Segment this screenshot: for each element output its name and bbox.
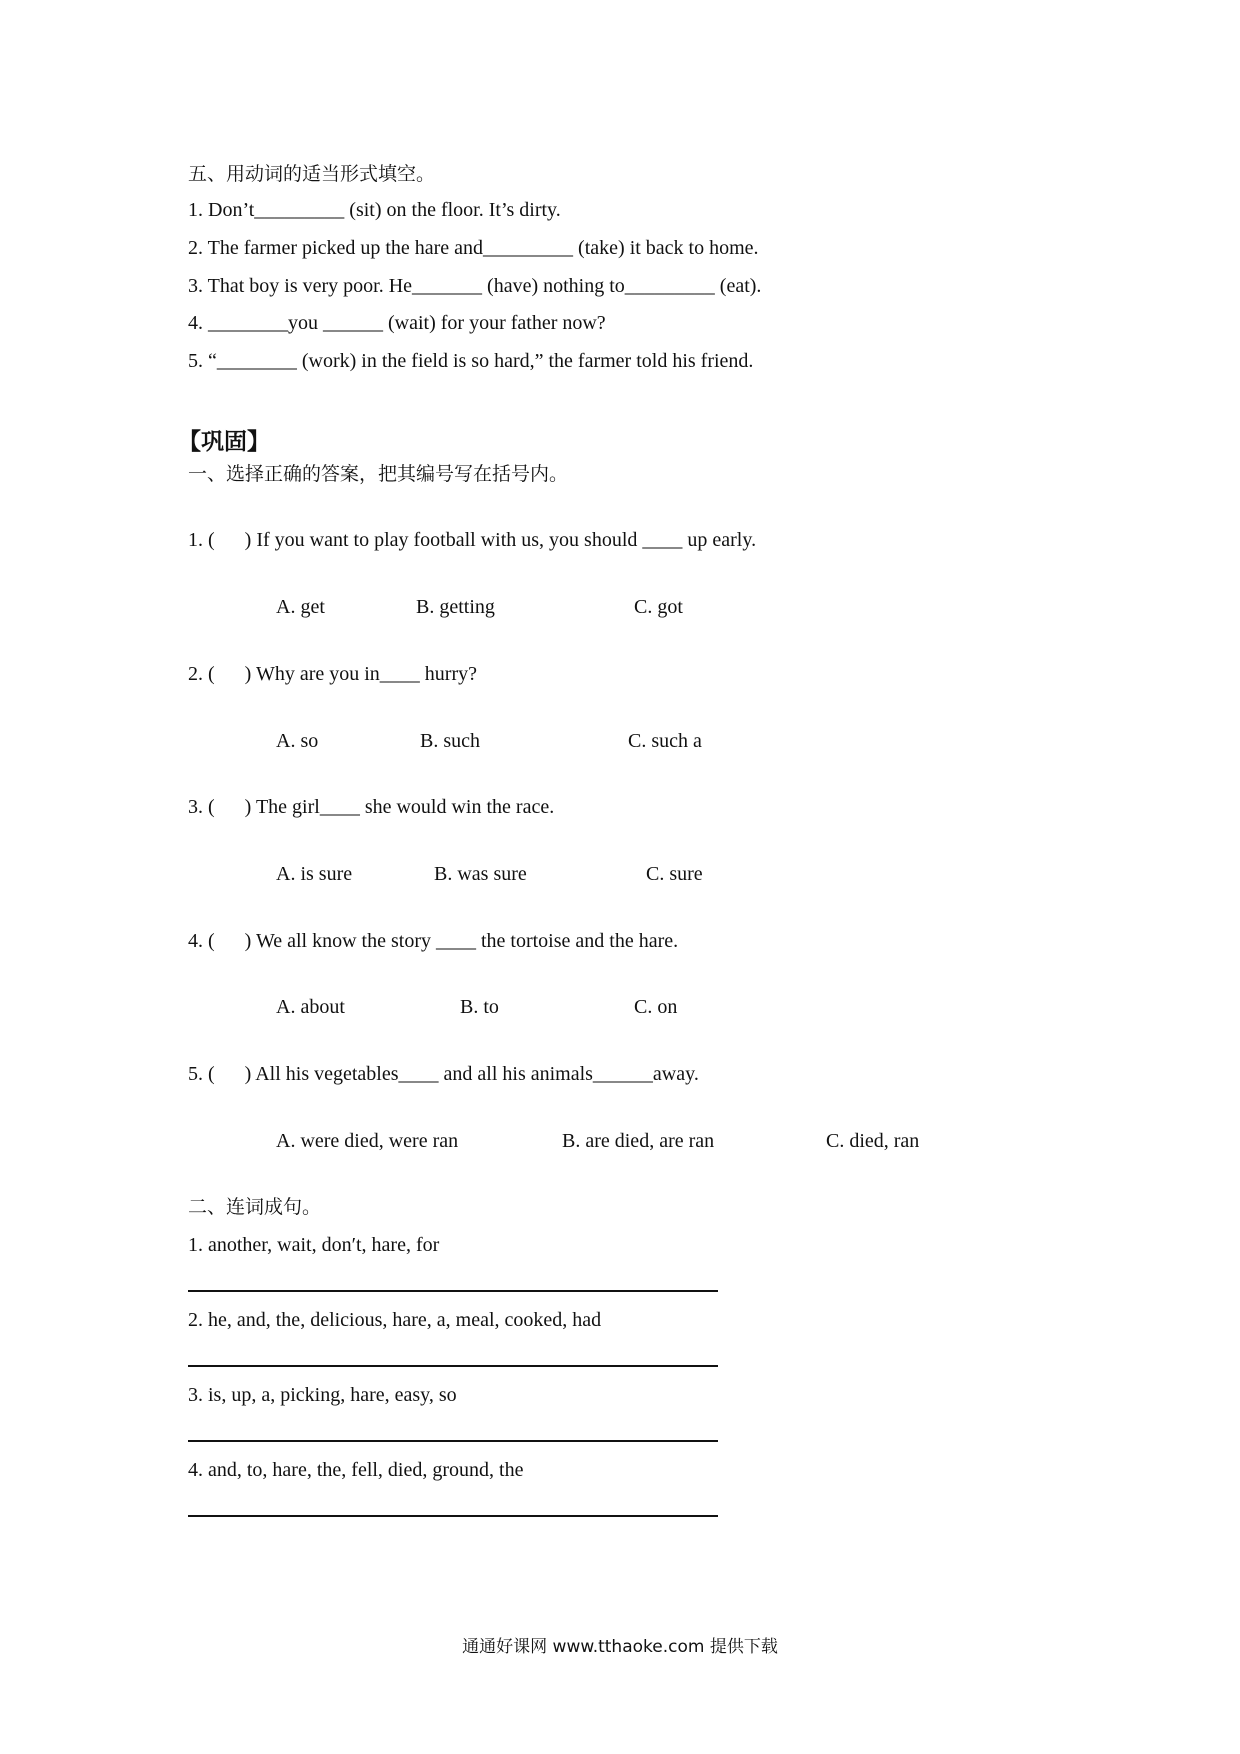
choice-1-option-b: B. getting: [416, 596, 495, 618]
choice-5-option-a: A. were died, were ran: [276, 1130, 459, 1152]
choice-1-option-c: C. got: [634, 596, 683, 618]
choice-5-option-c: C. died, ran: [826, 1130, 920, 1152]
choice-3-option-a: A. is sure: [276, 863, 353, 885]
choice-4-option-b: B. to: [460, 996, 499, 1018]
sentence-item-1: 1. another, wait, don′t, hare, for: [188, 1234, 440, 1256]
choice-question-3: 3. ( ) The girl____ she would win the race.: [188, 796, 555, 818]
sentence-item-2: 2. he, and, the, delicious, hare, a, meal, cooked, had: [188, 1309, 602, 1331]
choice-3-option-b: B. was sure: [434, 863, 527, 885]
answer-line-4[interactable]: [188, 1515, 718, 1517]
answer-line-2[interactable]: [188, 1365, 718, 1367]
choice-3-option-c: C. sure: [646, 863, 703, 885]
choice-4-option-a: A. about: [276, 996, 345, 1018]
answer-line-3[interactable]: [188, 1440, 718, 1442]
sentence-section-title: 二、连词成句。: [188, 1196, 322, 1218]
choice-question-1: 1. ( ) If you want to play football with us, you should ____ up early.: [188, 529, 757, 551]
consolidate-heading: 【巩固】: [178, 429, 270, 455]
page-footer: 通通好课网 www.tthaoke.com 提供下载: [462, 1637, 778, 1657]
fill-item-2: 2. The farmer picked up the hare and_________ (take) it back to home.: [188, 237, 759, 259]
choice-5-option-b: B. are died, are ran: [562, 1130, 715, 1152]
choice-2-option-b: B. such: [420, 730, 480, 752]
choice-2-option-c: C. such a: [628, 730, 702, 752]
choice-question-4: 4. ( ) We all know the story ____ the tortoise and the hare.: [188, 930, 679, 952]
section5-title: 五、用动词的适当形式填空。: [188, 163, 436, 185]
fill-item-1: 1. Don’t_________ (sit) on the floor. It’s dirty.: [188, 199, 561, 221]
choice-question-2: 2. ( ) Why are you in____ hurry?: [188, 663, 478, 685]
choice-1-option-a: A. get: [276, 596, 325, 618]
choice-4-option-c: C. on: [634, 996, 678, 1018]
answer-line-1[interactable]: [188, 1290, 718, 1292]
choice-section-title: 一、选择正确的答案，把其编号写在括号内。: [188, 463, 569, 485]
choice-question-5: 5. ( ) All his vegetables____ and all his animals______away.: [188, 1063, 699, 1085]
fill-item-4: 4. ________you ______ (wait) for your father now?: [188, 312, 606, 334]
choice-2-option-a: A. so: [276, 730, 319, 752]
fill-item-3: 3. That boy is very poor. He_______ (have) nothing to_________ (eat).: [188, 275, 762, 297]
fill-item-5: 5. “________ (work) in the field is so hard,” the farmer told his friend.: [188, 350, 754, 372]
sentence-item-4: 4. and, to, hare, the, fell, died, ground, the: [188, 1459, 524, 1481]
sentence-item-3: 3. is, up, a, picking, hare, easy, so: [188, 1384, 457, 1406]
